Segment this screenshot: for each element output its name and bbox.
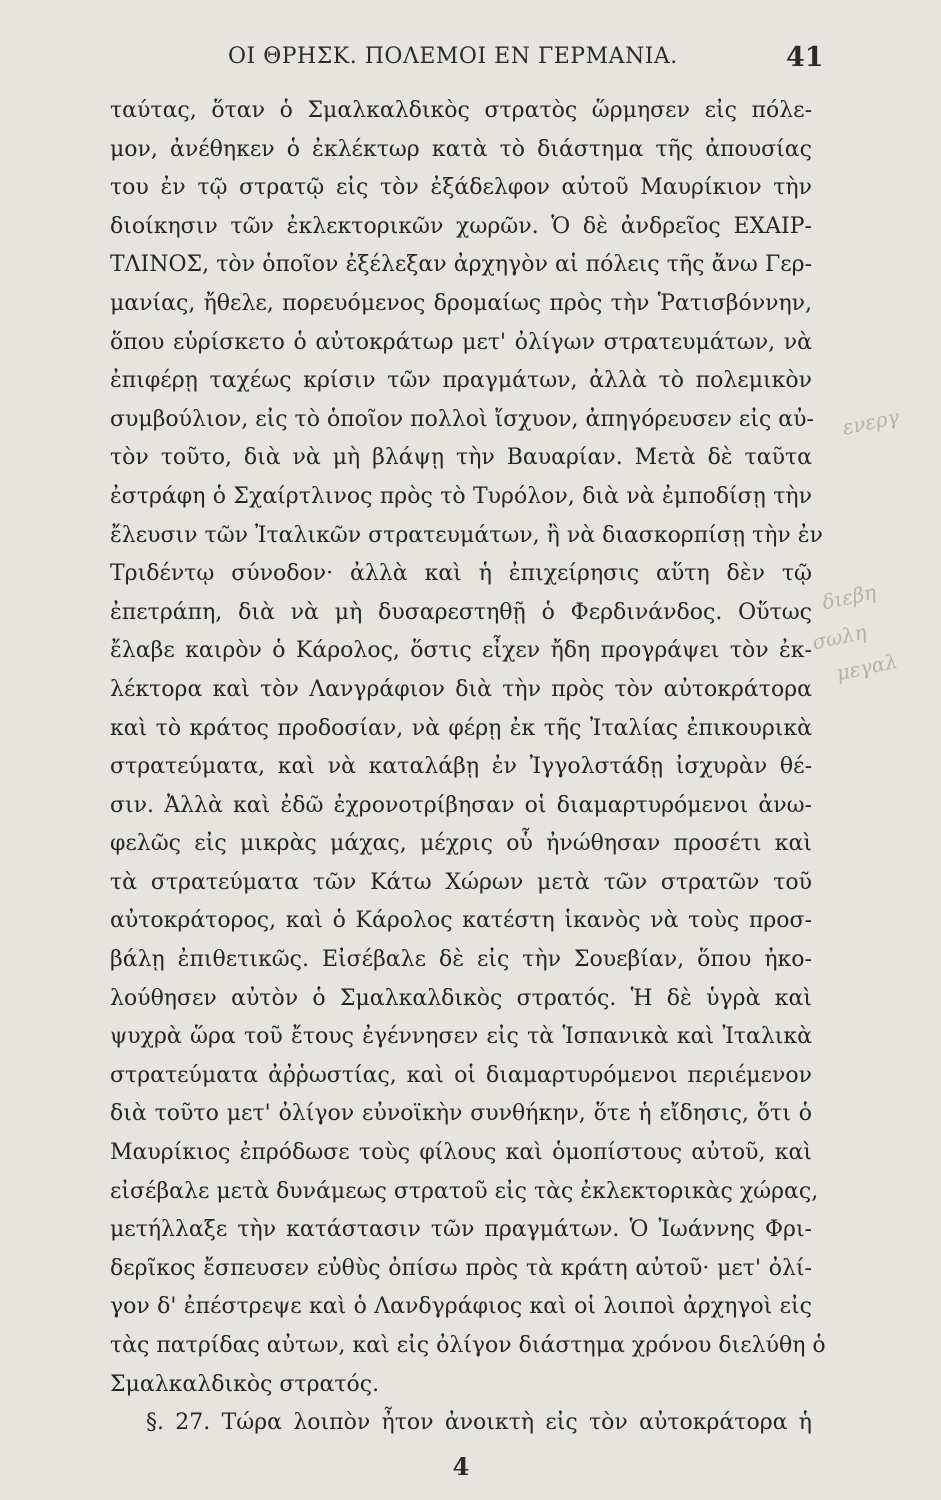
text-line: ἔλαβε καιρὸν ὁ Κάρολος, ὅστις εἶχεν ἤδη προγράψει τὸν ἐκ- [110, 638, 812, 664]
text-line: σιν. Ἀλλὰ καὶ ἐδῶ ἐχρονοτρίβησαν οἱ διαμαρτυρόμενοι ἀνω- [110, 792, 812, 818]
text-line: στρατεύματα ἀῤῥωστίας, καὶ οἱ διαμαρτυρόμενοι περιέμενον [110, 1062, 812, 1088]
handwritten-marginalia: μεγαλ [834, 648, 900, 686]
text-line: φελῶς εἰς μικρὰς μάχας, μέχρις οὗ ἠνώθησαν προσέτι καὶ [110, 831, 812, 857]
text-line: Τριδέντῳ σύνοδον· ἀλλὰ καὶ ἡ ἐπιχείρησις αὕτη δὲν τῷ [110, 561, 812, 587]
text-line: μον, ἀνέθηκεν ὁ ἐκλέκτωρ κατὰ τὸ διάστημα τῆς ἀπουσίας [110, 136, 812, 162]
text-line: αὐτοκράτορος, καὶ ὁ Κάρολος κατέστη ἱκανὸς νὰ τοὺς προσ- [110, 908, 812, 934]
handwritten-marginalia: διεβη [820, 579, 879, 615]
text-line: ΤΛΙΝΟΣ, τὸν ὁποῖον ἐξέλεξαν ἀρχηγὸν αἱ πόλεις τῆς ἄνω Γερ- [110, 252, 812, 278]
text-line: ἔλευσιν τῶν Ἰταλικῶν στρατευμάτων, ἢ νὰ διασκορπίσῃ τὴν ἐν [110, 522, 823, 548]
text-line: συμβούλιον, εἰς τὸ ὁποῖον πολλοὶ ἴσχυον, ἀπηγόρευσεν εἰς αὐ- [110, 406, 814, 432]
text-line: Σμαλκαλδικὸς στρατός. [110, 1371, 380, 1397]
section-start-line: §. 27. Τώρα λοιπὸν ἦτον ἀνοικτὴ εἰς τὸν αὐτοκράτορα ἡ [146, 1410, 812, 1436]
text-line: ἐπιφέρῃ ταχέως κρίσιν τῶν πραγμάτων, ἀλλὰ τὸ πολεμικὸν [110, 368, 812, 394]
signature-mark: 4 [452, 1452, 470, 1481]
text-line: μετήλλαξε τὴν κατάστασιν τῶν πραγμάτων. Ὁ Ἰωάννης Φρι- [110, 1217, 812, 1243]
text-line: στρατεύματα, καὶ νὰ καταλάβῃ ἐν Ἰγγολστάδῃ ἰσχυρὰν θέ- [110, 754, 812, 780]
handwritten-marginalia: σωλη [810, 619, 869, 655]
body-text [110, 92, 826, 1443]
text-line: γον δ' ἐπέστρεψε καὶ ὁ Λανδγράφιος καὶ οἱ λοιποὶ ἀρχηγοὶ εἰς [110, 1294, 812, 1320]
text-line: μανίας, ἤθελε, πορευόμενος δρομαίως πρὸς τὴν Ῥατισβόννην, [110, 290, 812, 316]
text-line: τὰ στρατεύματα τῶν Κάτω Χώρων μετὰ τῶν στρατῶν τοῦ [110, 869, 812, 895]
text-line: ὅπου εὑρίσκετο ὁ αὐτοκράτωρ μετ' ὀλίγων στρατευμάτων, νὰ [110, 329, 812, 355]
text-line: καὶ τὸ κράτος προδοσίαν, νὰ φέρῃ ἐκ τῆς Ἰταλίας ἐπικουρικὰ [110, 715, 812, 741]
text-line: λέκτορα καὶ τὸν Λανγράφιον διὰ τὴν πρὸς τὸν αὐτοκράτορα [110, 676, 812, 702]
running-head: ΟΙ ΘΡΗΣΚ. ΠΟΛΕΜΟΙ ΕΝ ΓΕΡΜΑΝΙΑ. [228, 44, 678, 69]
text-line: διοίκησιν τῶν ἐκλεκτορικῶν χωρῶν. Ὁ δὲ ἀνδρεῖος ΕΧΑΙΡ- [110, 213, 812, 239]
text-line: του ἐν τῷ στρατῷ εἰς τὸν ἐξάδελφον αὐτοῦ Μαυρίκιον τὴν [110, 175, 812, 201]
text-line: εἰσέβαλε μετὰ δυνάμεως στρατοῦ εἰς τὰς ἐκλεκτορικὰς χώρας, [110, 1178, 819, 1204]
page-number: 41 [786, 42, 824, 73]
text-line: ἐπετράπη, διὰ νὰ μὴ δυσαρεστηθῇ ὁ Φερδινάνδος. Οὕτως [110, 599, 812, 625]
text-line: τὸν τοῦτο, διὰ νὰ μὴ βλάψῃ τὴν Βαυαρίαν. Μετὰ δὲ ταῦτα [110, 445, 812, 471]
handwritten-marginalia: ενεργ [840, 404, 902, 440]
text-line: διὰ τοῦτο μετ' ὀλίγον εὐνοϊκὴν συνθήκην, ὅτε ἡ εἴδησις, ὅτι ὁ [110, 1101, 812, 1127]
text-line: τὰς πατρίδας αὐτων, καὶ εἰς ὀλίγον διάστημα χρόνου διελύθη ὁ [110, 1333, 826, 1358]
text-line: ψυχρὰ ὥρα τοῦ ἔτους ἐγέννησεν εἰς τὰ Ἱσπανικὰ καὶ Ἰταλικὰ [110, 1024, 812, 1050]
text-line: Μαυρίκιος ἐπρόδωσε τοὺς φίλους καὶ ὁμοπίστους αὐτοῦ, καὶ [110, 1140, 812, 1166]
text-line: δερῖκος ἔσπευσεν εὐθὺς ὀπίσω πρὸς τὰ κράτη αὐτοῦ· μετ' ὀλί- [110, 1255, 812, 1281]
text-line: ταύτας, ὅταν ὁ Σμαλκαλδικὸς στρατὸς ὥρμησεν εἰς πόλε- [110, 98, 812, 123]
text-line: βάλῃ ἐπιθετικῶς. Εἰσέβαλε δὲ εἰς τὴν Σουεβίαν, ὅπου ἠκο- [110, 947, 812, 973]
text-line: ἐστράφη ὁ Σχαίρτλινος πρὸς τὸ Τυρόλον, διὰ νὰ ἐμποδίσῃ τὴν [110, 483, 812, 509]
text-line: λούθησεν αὐτὸν ὁ Σμαλκαλδικὸς στρατός. Ἡ δὲ ὑγρὰ καὶ [110, 985, 812, 1011]
page-header [0, 44, 941, 84]
